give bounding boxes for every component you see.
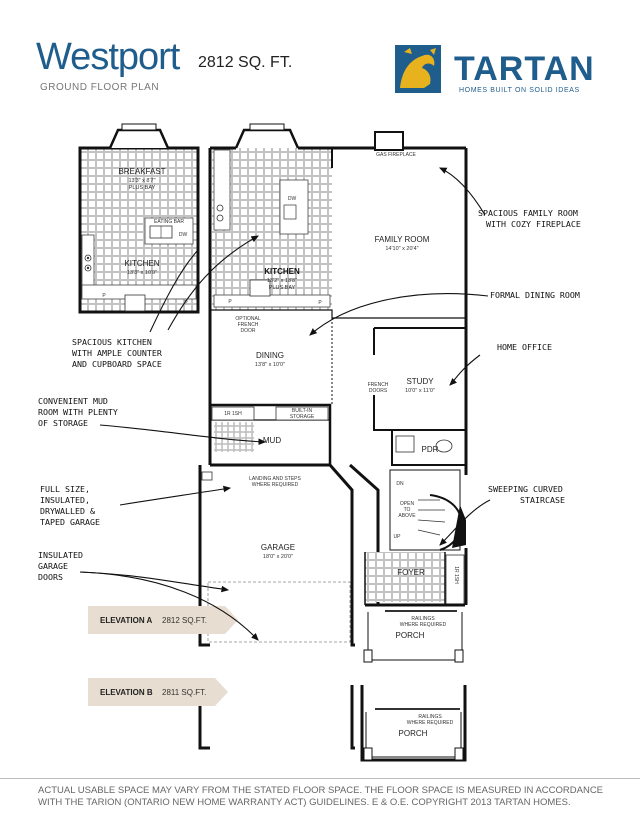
french-doors-line2: DOORS: [368, 388, 388, 394]
study-label: STUDY: [406, 377, 434, 386]
callout-office-1: HOME OFFICE: [497, 342, 552, 352]
mud-room-label: MUD: [262, 436, 282, 445]
landing-line2: WHERE REQUIRED: [251, 482, 299, 488]
french-door-line2: FRENCH: [237, 322, 259, 328]
family-room-dim: 14'10" x 20'4": [385, 246, 419, 252]
open-above-line2: TO: [403, 507, 411, 513]
kitchen-b-dim: 13'3" x 10'0": [126, 270, 158, 276]
railings-b-line1: RAILINGS: [418, 714, 442, 720]
kitchen-a-dim: 13'2" x 18'8": [266, 278, 298, 284]
callout-garage-4: TAPED GARAGE: [40, 517, 100, 527]
callout-garage-2: INSULATED,: [40, 495, 90, 505]
garage-label: GARAGE: [260, 543, 296, 552]
storage-line1: BUILT-IN: [291, 408, 313, 414]
pdr-label: PDR: [421, 445, 439, 454]
plan-title: Westport: [36, 36, 180, 78]
pantry-b2-label: P: [184, 300, 188, 306]
breakfast-extra: PLUS BAY: [128, 185, 156, 191]
callout-kitchen-2: WITH AMPLE COUNTER: [72, 348, 162, 358]
ensuite-label: 1R 1SH: [224, 411, 242, 417]
callout-kitchen-1: SPACIOUS KITCHEN: [72, 337, 152, 347]
plan-subtitle: GROUND FLOOR PLAN: [40, 82, 160, 93]
french-door-line3: DOOR: [240, 328, 256, 334]
closet-label: 1R 1SH: [453, 566, 459, 584]
callout-mud-3: OF STORAGE: [38, 418, 88, 428]
storage-line2: STORAGE: [289, 414, 315, 420]
callout-mud-2: ROOM WITH PLENTY: [38, 407, 118, 417]
callout-dining-1: FORMAL DINING ROOM: [490, 290, 580, 300]
breakfast-dim: 13'3" x 8'7": [128, 178, 156, 184]
elevation-a-label: ELEVATION A: [100, 616, 153, 625]
gas-fireplace-label: GAS FIREPLACE: [376, 152, 416, 158]
railings-a-line2: WHERE REQUIRED: [399, 622, 447, 628]
garage-dim: 18'0" x 20'0": [262, 554, 294, 560]
dn-label: DN: [396, 481, 404, 487]
french-door-line1: OPTIONAL: [235, 316, 261, 322]
landing-line1: LANDING AND STEPS: [249, 476, 301, 482]
callout-garage-doors-1: INSULATED: [38, 550, 83, 560]
up-label: UP: [393, 534, 401, 540]
elevation-b-sqft: 2811 SQ.FT.: [162, 688, 207, 697]
french-doors-line1: FRENCH: [367, 382, 389, 388]
kitchen-dw-label: DW: [287, 196, 297, 202]
kitchen-a-extra: PLUS BAY: [268, 285, 296, 291]
family-room-label: FAMILY ROOM: [374, 235, 430, 244]
callout-stair-1: SWEEPING CURVED: [488, 484, 563, 494]
elevation-b-label: ELEVATION B: [100, 688, 153, 697]
footer-divider: [0, 778, 640, 779]
plan-square-footage: 2812 SQ. FT.: [198, 54, 293, 71]
breakfast-label: BREAKFAST: [118, 167, 166, 176]
callout-garage-1: FULL SIZE,: [40, 484, 90, 494]
brand-tagline: HOMES BUILT ON SOLID IDEAS: [459, 87, 580, 94]
dining-label: DINING: [256, 351, 284, 360]
pantry-a2-label: P: [318, 300, 322, 306]
callout-garage-doors-3: DOORS: [38, 572, 63, 582]
callout-family-2: WITH COZY FIREPLACE: [486, 219, 581, 229]
dishwasher-label: DW: [178, 232, 188, 238]
dining-dim: 13'8" x 10'0": [254, 362, 286, 368]
open-above-line3: ABOVE: [398, 513, 416, 519]
callout-garage-doors-2: GARAGE: [38, 561, 68, 571]
brand-name: TARTAN: [454, 50, 595, 88]
foyer-label: FOYER: [397, 568, 425, 577]
kitchen-a-label: KITCHEN: [264, 267, 300, 276]
callout-stair-2: STAIRCASE: [520, 495, 565, 505]
study-dim: 10'0" x 11'0": [405, 388, 435, 394]
eating-bar-label: EATING BAR: [154, 219, 184, 225]
tartan-lion-logo-icon: [395, 45, 441, 93]
footer-disclaimer: ACTUAL USABLE SPACE MAY VARY FROM THE STATED FLOOR SPACE. THE FLOOR SPACE IS MEASURED IN ACCORDANCE WITH THE TARION (ONTARIO NEW HOME WARRANTY ACT) GUIDELINES. E & O.E. COPYRIGHT 2013 TARTAN HOMES.: [38, 785, 604, 808]
porch-b-label: PORCH: [398, 729, 428, 738]
railings-b-line2: WHERE REQUIRED: [406, 720, 454, 726]
breakfast-kitchen-alt-plan: [80, 124, 198, 312]
open-above-line1: OPEN: [399, 501, 415, 507]
pantry-b1-label: P: [102, 293, 106, 299]
kitchen-b-label: KITCHEN: [124, 259, 160, 268]
callout-mud-1: CONVENIENT MUD: [38, 396, 108, 406]
porch-a-label: PORCH: [395, 631, 425, 640]
railings-a-line1: RAILINGS: [411, 616, 435, 622]
callout-kitchen-3: AND CUPBOARD SPACE: [72, 359, 162, 369]
callout-family-1: SPACIOUS FAMILY ROOM: [478, 208, 578, 218]
elevation-a-sqft: 2812 SQ.FT.: [162, 616, 207, 625]
pantry-a1-label: P: [228, 299, 232, 305]
callout-garage-3: DRYWALLED &: [40, 506, 95, 516]
